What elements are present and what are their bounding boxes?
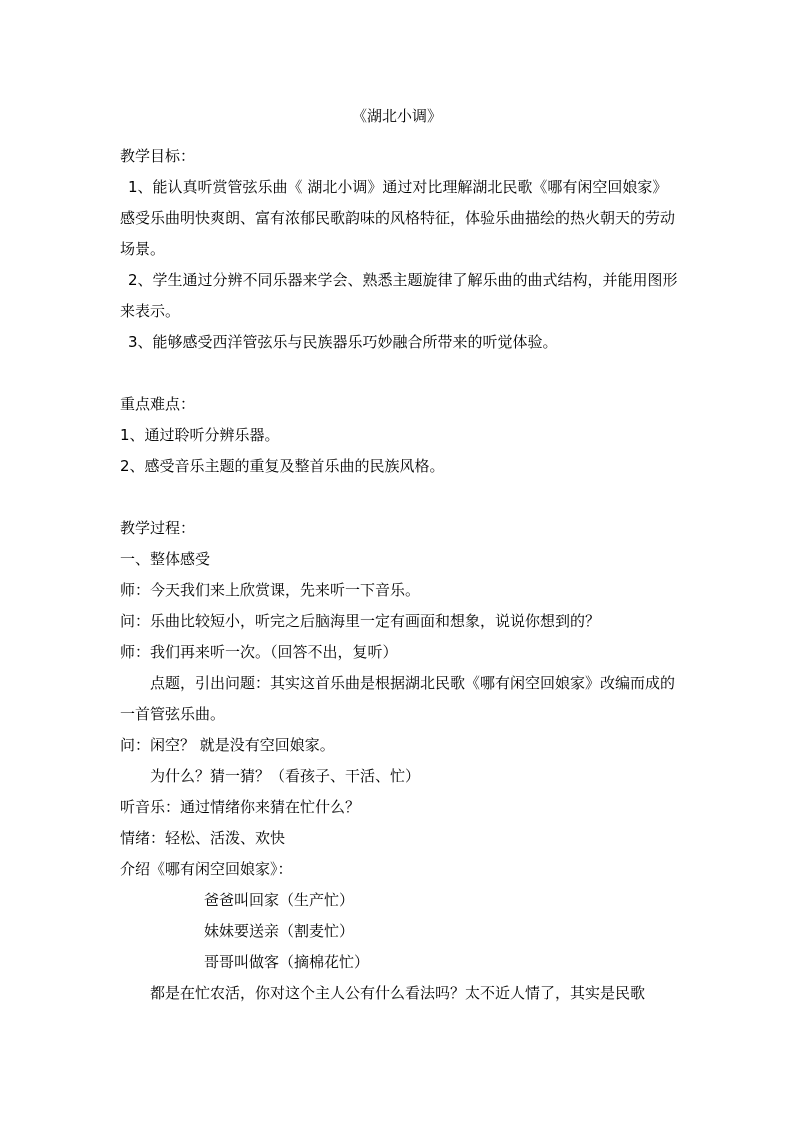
- document-body: [120, 141, 680, 1009]
- song-line-3: 哥哥叫做客（摘棉花忙）: [204, 953, 370, 971]
- process-line-2: 问：乐曲比较短小，听完之后脑海里一定有画面和想象，说说你想到的？: [120, 612, 601, 630]
- key-points-heading: 重点难点：: [120, 395, 196, 413]
- process-line-4: 点题，引出问题：其实这首乐曲是根据湖北民歌《哪有闲空回娘家》改编而成的一首管弦乐曲。: [120, 674, 676, 723]
- process-line-6: 为什么？猜一猜？（看孩子、干活、忙）: [150, 767, 421, 785]
- process-closing-line: 都是在忙农活，你对这个主人公有什么看法吗？太不近人情了，其实是民歌: [150, 984, 646, 1002]
- objective-item-1: 1、能认真听赏管弦乐曲《 湖北小调》通过对比理解湖北民歌《哪有闲空回娘家》感受乐曲明快爽朗、富有浓郁民歌韵味的风格特征，体验乐曲描绘的热火朝天的劳动场景。: [120, 178, 676, 258]
- objectives-heading: 教学目标：: [120, 147, 196, 165]
- spacer: [120, 482, 680, 513]
- key-point-item-2: 2、感受音乐主题的重复及整首乐曲的民族风格。: [120, 457, 445, 475]
- objective-item-3: 3、能够感受西洋管弦乐与民族器乐巧妙融合所带来的听觉体验。: [128, 333, 558, 351]
- process-line-3: 师：我们再来听一次。（回答不出，复听）: [120, 643, 398, 661]
- document-title: 《湖北小调》: [351, 107, 442, 125]
- process-line-9: 介绍《哪有闲空回娘家》：: [120, 860, 293, 878]
- process-line-1: 师：今天我们来上欣赏课，先来听一下音乐。: [120, 581, 421, 599]
- process-heading: 教学过程：: [120, 519, 196, 537]
- song-line-1: 爸爸叫回家（生产忙）: [204, 891, 355, 909]
- song-line-2: 妹妹要送亲（割麦忙）: [204, 922, 355, 940]
- spacer: [120, 358, 680, 389]
- key-point-item-1: 1、通过聆听分辨乐器。: [120, 426, 280, 444]
- process-line-7: 听音乐：通过情绪你来猜在忙什么？: [120, 798, 361, 816]
- process-section-1: 一、整体感受: [120, 550, 211, 568]
- objective-item-2: 2、学生通过分辨不同乐器来学会、熟悉主题旋律了解乐曲的曲式结构，并能用图形来表示。: [120, 271, 678, 320]
- process-line-5: 问：闲空？ 就是没有空回娘家。: [120, 736, 335, 754]
- process-line-8: 情绪：轻松、活泼、欢快: [120, 829, 286, 847]
